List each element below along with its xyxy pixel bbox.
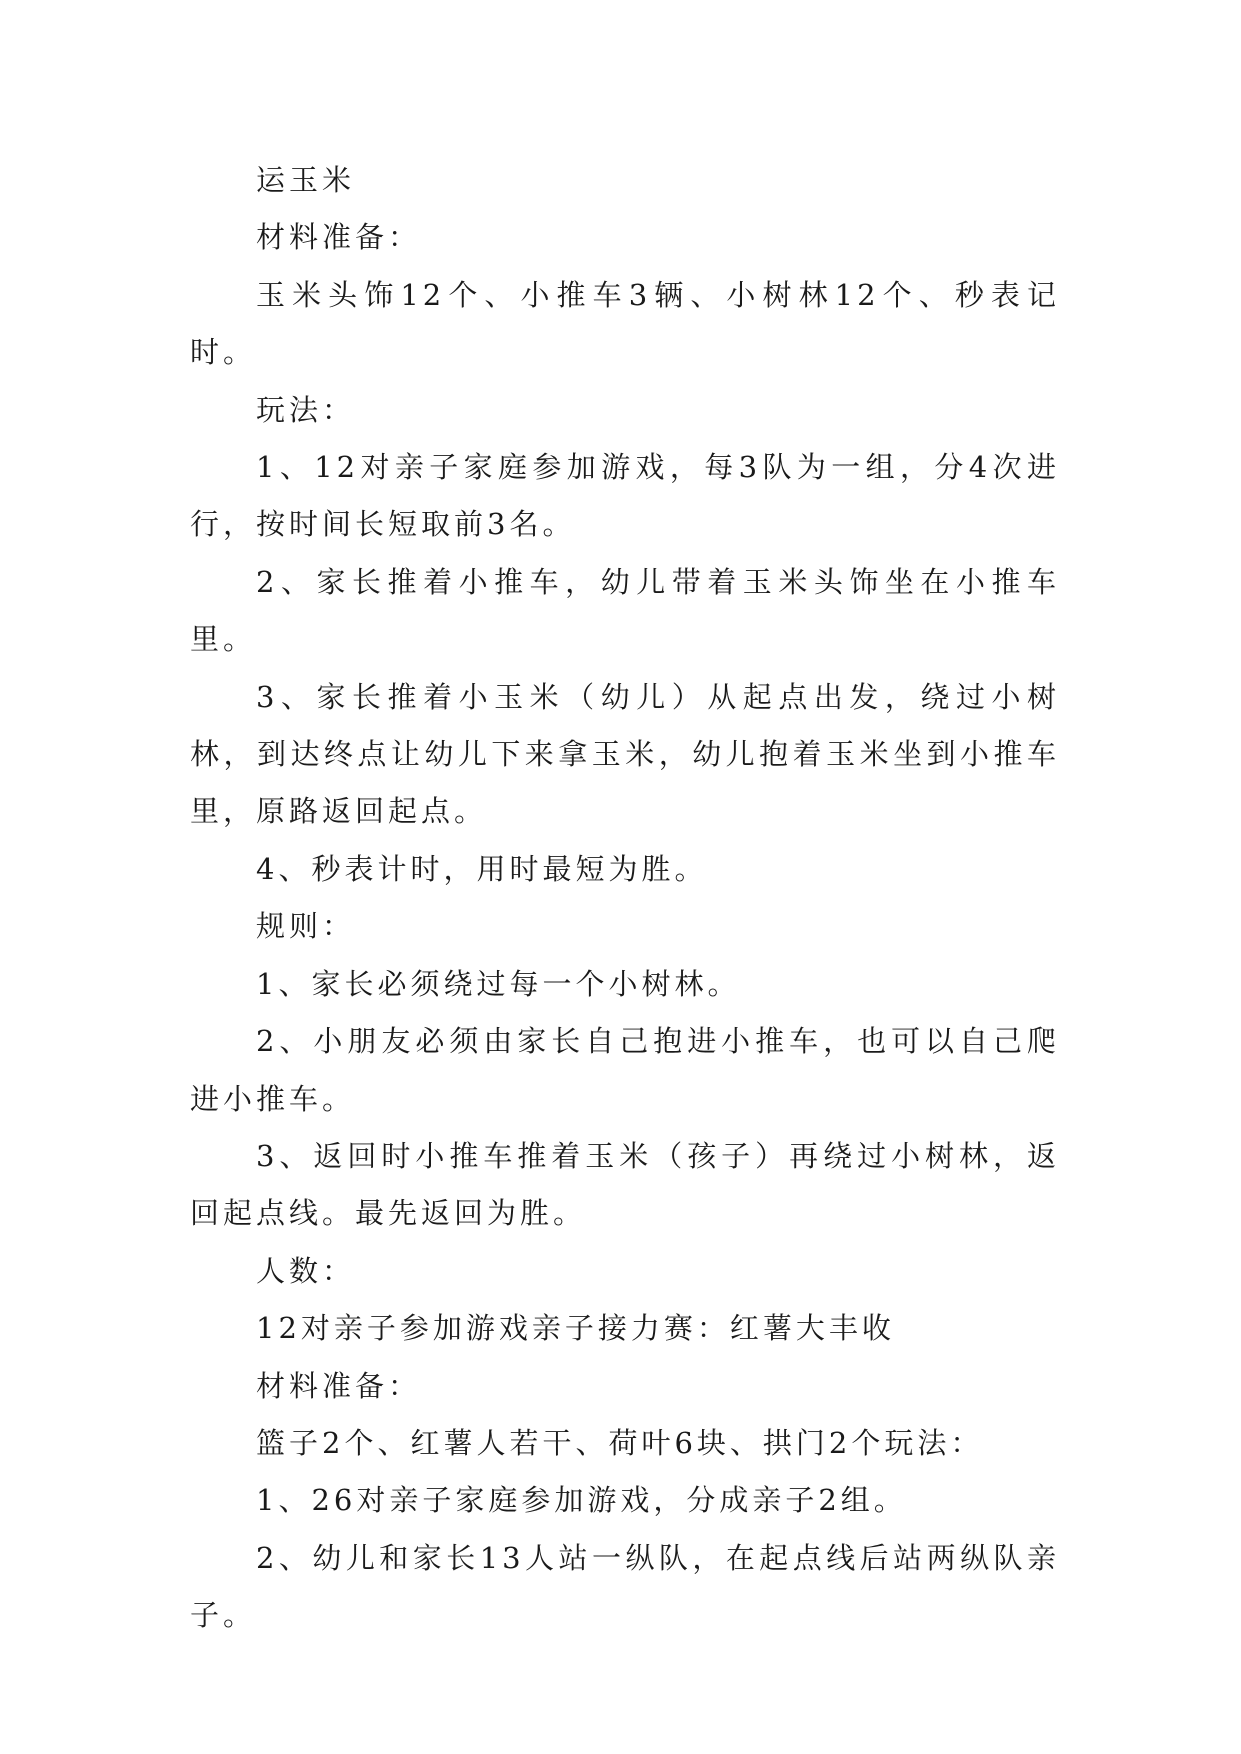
paragraph-gameplay-2: 2、家长推着小推车，幼儿带着玉米头饰坐在小推车里。 bbox=[190, 564, 1060, 657]
section-heading-rules: 规则： bbox=[256, 909, 356, 944]
paragraph-participants-and-title: 12对亲子参加游戏亲子接力赛：红薯大丰收 bbox=[256, 1311, 895, 1346]
paragraph-gameplay2-2: 2、幼儿和家长13人站一纵队，在起点线后站两纵队亲子。 bbox=[190, 1540, 1060, 1633]
paragraph-materials-list-2: 篮子2个、红薯人若干、荷叶6块、拱门2个玩法： bbox=[256, 1425, 984, 1460]
paragraph-gameplay2-1: 1、26对亲子家庭参加游戏，分成亲子2组。 bbox=[256, 1483, 907, 1518]
section-heading-gameplay: 玩法： bbox=[256, 392, 356, 427]
document-body bbox=[190, 152, 1060, 1645]
paragraph-gameplay-3: 3、家长推着小玉米（幼儿）从起点出发，绕过小树林，到达终点让幼儿下来拿玉米，幼儿抱着玉米坐到小推车里，原路返回起点。 bbox=[190, 679, 1060, 829]
paragraph-gameplay-4: 4、秒表计时，用时最短为胜。 bbox=[256, 851, 708, 886]
title-yun-yumi: 运玉米 bbox=[256, 163, 356, 197]
section-heading-materials: 材料准备： bbox=[256, 220, 422, 255]
section-heading-participants: 人数： bbox=[256, 1253, 356, 1288]
paragraph-rule-1: 1、家长必须绕过每一个小树林。 bbox=[256, 966, 741, 1001]
paragraph-gameplay-1: 1、12对亲子家庭参加游戏，每3队为一组，分4次进行，按时间长短取前3名。 bbox=[190, 450, 1060, 542]
paragraph-rule-2: 2、小朋友必须由家长自己抱进小推车，也可以自己爬进小推车。 bbox=[190, 1024, 1060, 1116]
section-heading-materials-2: 材料准备： bbox=[256, 1368, 422, 1403]
paragraph-materials-list: 玉米头饰12个、小推车3辆、小树林12个、秒表记时。 bbox=[190, 277, 1060, 370]
paragraph-rule-3: 3、返回时小推车推着玉米（孩子）再绕过小树林，返回起点线。最先返回为胜。 bbox=[190, 1138, 1060, 1231]
